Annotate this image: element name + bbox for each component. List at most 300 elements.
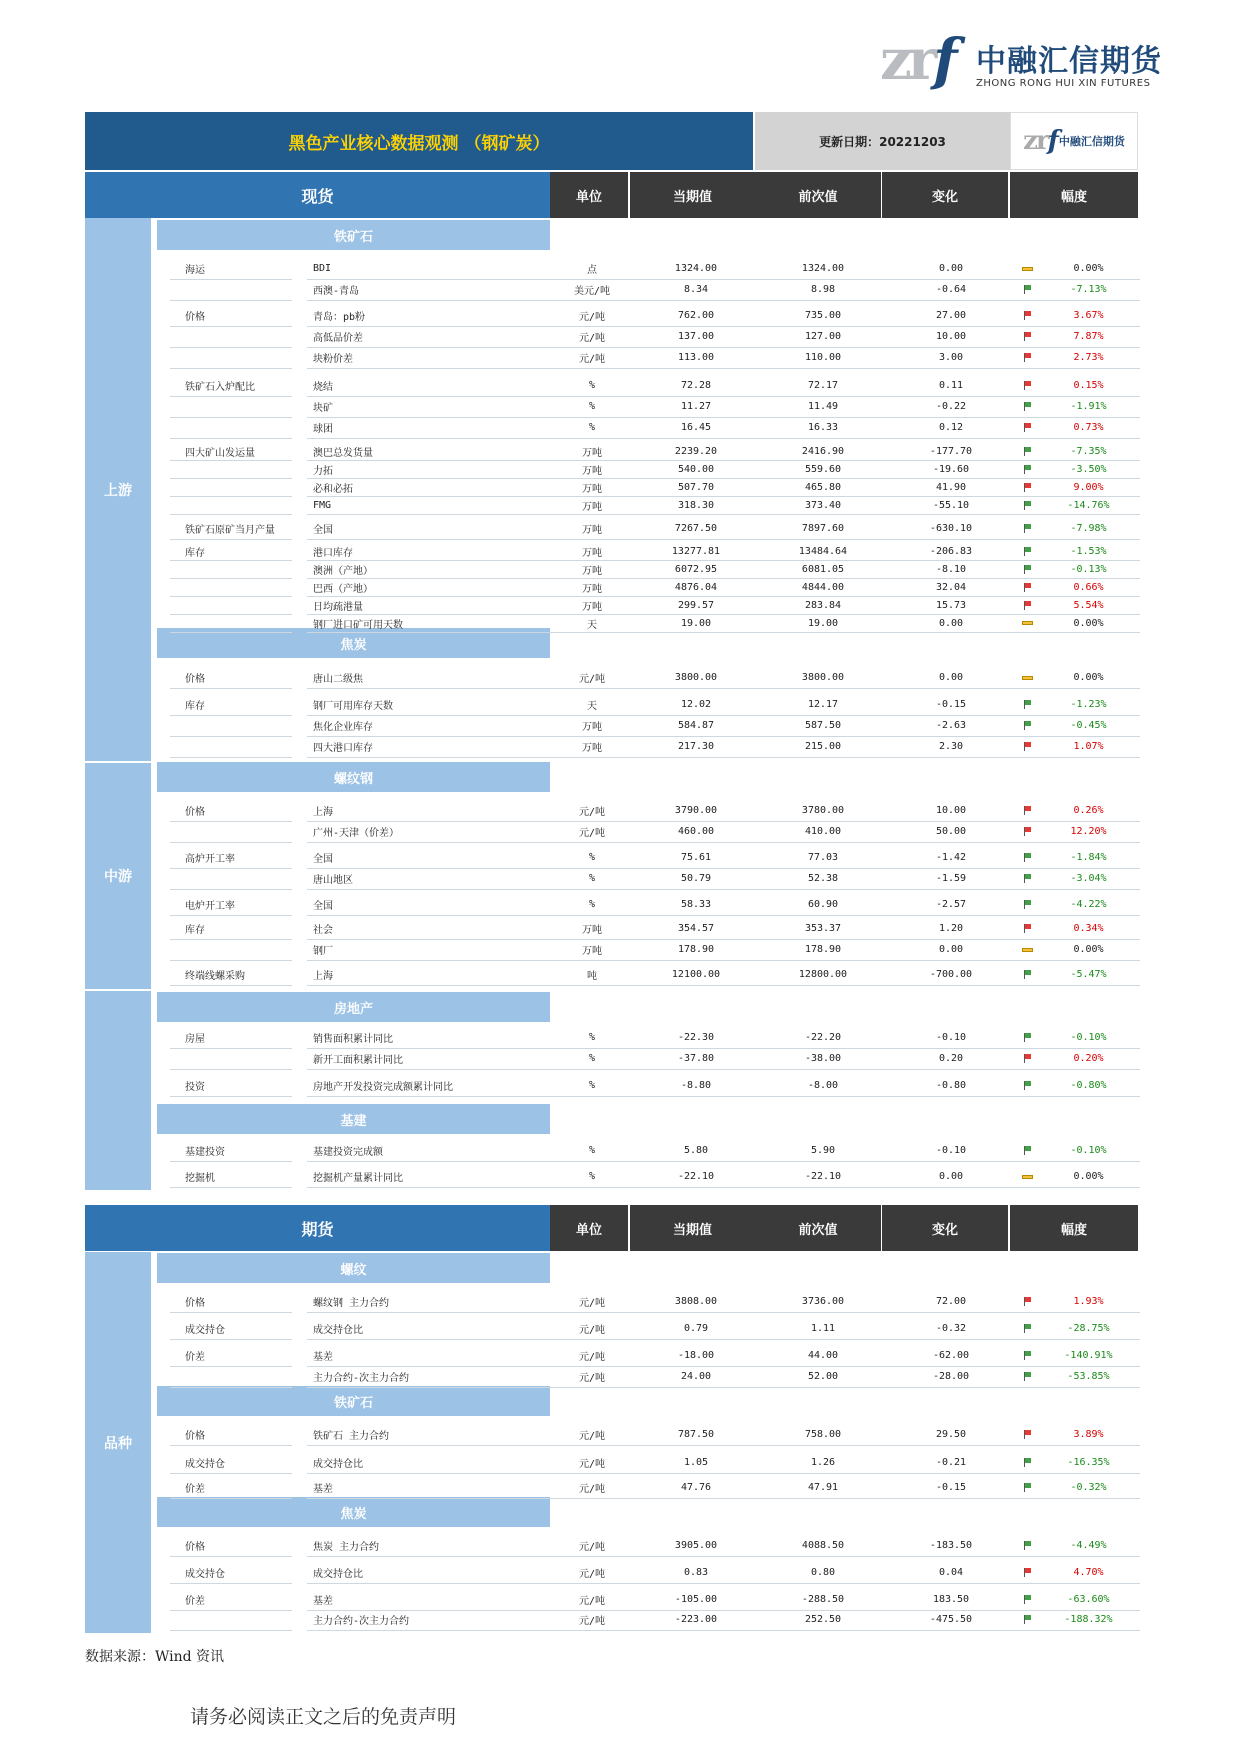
- row-label: 库存: [185, 547, 205, 559]
- category-header: 焦炭: [157, 628, 550, 658]
- change-value: 0.00: [938, 672, 964, 683]
- current-value: 5.80: [683, 1145, 709, 1156]
- table-row: [157, 1048, 1140, 1069]
- previous-value: 19.00: [807, 617, 839, 629]
- trend-flag-icon: [1017, 1027, 1037, 1048]
- change-percent: -0.45%: [1070, 720, 1107, 731]
- unit-cell: %: [588, 1032, 596, 1043]
- unit-cell: 吨: [587, 971, 597, 982]
- indicator-name: 青岛：pb粉: [313, 312, 366, 323]
- indicator-name: 基差: [313, 1596, 333, 1607]
- change-value: 32.04: [935, 581, 967, 593]
- change-percent: -28.75%: [1067, 1323, 1110, 1334]
- unit-cell: 元/吨: [578, 1459, 606, 1470]
- previous-value: 3780.00: [801, 805, 845, 816]
- change-percent: -4.49%: [1070, 1540, 1107, 1551]
- column-header-unit: 单位: [550, 1205, 628, 1251]
- current-value: 72.28: [680, 380, 712, 391]
- change-percent: -53.85%: [1067, 1371, 1110, 1382]
- trend-flag-icon: [1017, 939, 1037, 960]
- change-value: 0.04: [938, 1567, 964, 1578]
- row-divider: [307, 1312, 1140, 1313]
- change-percent: -0.10%: [1070, 1145, 1107, 1156]
- previous-value: 1.26: [810, 1457, 836, 1468]
- change-percent: 0.00%: [1073, 1171, 1104, 1182]
- row-divider: [307, 1339, 1140, 1340]
- change-value: 72.00: [935, 1296, 967, 1307]
- current-value: 58.33: [680, 899, 712, 910]
- table-row: [157, 478, 1140, 496]
- row-divider: [170, 1556, 292, 1557]
- change-percent: 9.00%: [1073, 481, 1104, 493]
- table-row: [157, 442, 1140, 460]
- change-percent: -0.80%: [1070, 1080, 1107, 1091]
- table-row: [157, 596, 1140, 614]
- change-percent: 0.15%: [1073, 380, 1104, 391]
- change-percent: -1.23%: [1070, 699, 1107, 710]
- change-value: -0.80: [935, 1080, 967, 1091]
- current-value: 762.00: [677, 310, 715, 321]
- current-value: -223.00: [674, 1614, 718, 1625]
- current-value: 540.00: [677, 463, 715, 475]
- row-divider: [170, 1312, 292, 1313]
- table-row: [157, 1589, 1140, 1610]
- current-value: -22.30: [677, 1032, 715, 1043]
- previous-value: 1.11: [810, 1323, 836, 1334]
- change-value: -0.15: [935, 1482, 967, 1493]
- change-value: -0.22: [935, 401, 967, 412]
- row-label: 挖掘机: [185, 1173, 215, 1184]
- change-percent: 7.87%: [1073, 331, 1104, 342]
- row-divider: [170, 757, 292, 758]
- change-value: 10.00: [935, 331, 967, 342]
- current-value: 507.70: [677, 481, 715, 493]
- column-header-prev: 前次值: [755, 172, 881, 218]
- indicator-name: 基建投资完成额: [313, 1147, 383, 1158]
- change-percent: 0.20%: [1073, 1053, 1104, 1064]
- table-row: [157, 1535, 1140, 1556]
- previous-value: 559.60: [804, 463, 842, 475]
- unit-cell: %: [588, 1053, 596, 1064]
- category-header: 螺纹: [157, 1253, 550, 1283]
- indicator-name: 销售面积累计同比: [313, 1034, 393, 1045]
- change-percent: -14.76%: [1067, 499, 1110, 511]
- trend-flag-icon: [1017, 258, 1037, 279]
- unit-cell: 万吨: [582, 583, 602, 595]
- current-value: 4876.04: [674, 581, 718, 593]
- previous-value: 1324.00: [801, 263, 845, 274]
- unit-cell: 元/吨: [578, 1569, 606, 1580]
- change-percent: -7.98%: [1070, 523, 1107, 534]
- current-value: 24.00: [680, 1371, 712, 1382]
- table-row: [157, 518, 1140, 539]
- current-value: 50.79: [680, 873, 712, 884]
- table-row: [157, 614, 1140, 632]
- table-row: [157, 1318, 1140, 1339]
- row-divider: [307, 688, 1140, 689]
- indicator-name: 钢厂: [313, 946, 333, 957]
- change-percent: -188.32%: [1064, 1614, 1113, 1625]
- change-value: 0.00: [938, 944, 964, 955]
- previous-value: 11.49: [807, 401, 839, 412]
- change-value: -177.70: [929, 445, 973, 457]
- change-percent: 3.89%: [1073, 1429, 1104, 1440]
- trend-flag-icon: [1017, 1291, 1037, 1312]
- table-row: [157, 417, 1140, 438]
- previous-value: 373.40: [804, 499, 842, 511]
- indicator-name: 基差: [313, 1484, 333, 1495]
- unit-cell: 元/吨: [578, 1352, 606, 1363]
- indicator-name: 唐山地区: [313, 875, 353, 886]
- trend-flag-icon: [1017, 1589, 1037, 1610]
- table-row: [157, 496, 1140, 514]
- previous-value: 465.80: [804, 481, 842, 493]
- current-value: 19.00: [680, 617, 712, 629]
- row-divider: [170, 915, 292, 916]
- row-label: 终端线螺采购: [185, 971, 245, 982]
- row-label: 价格: [185, 807, 205, 818]
- current-value: 113.00: [677, 352, 715, 363]
- unit-cell: 万吨: [582, 447, 602, 459]
- category-header: 铁矿石: [157, 220, 550, 250]
- change-value: 1.20: [938, 923, 964, 934]
- previous-value: 110.00: [804, 352, 842, 363]
- previous-value: 12800.00: [798, 969, 848, 980]
- row-divider: [170, 539, 292, 540]
- table-row: [157, 1140, 1140, 1161]
- previous-value: 3736.00: [801, 1296, 845, 1307]
- row-divider: [307, 300, 1140, 301]
- previous-value: 283.84: [804, 599, 842, 611]
- trend-flag-icon: [1017, 1562, 1037, 1583]
- indicator-name: 必和必拓: [313, 483, 353, 495]
- indicator-name: 基差: [313, 1352, 333, 1363]
- change-percent: 0.66%: [1073, 581, 1104, 593]
- trend-flag-icon: [1017, 396, 1037, 417]
- indicator-name: 成交持仓比: [313, 1325, 363, 1336]
- indicator-name: 铁矿石 主力合约: [313, 1431, 390, 1442]
- current-value: 16.45: [680, 422, 712, 433]
- indicator-name: 块矿: [313, 403, 333, 414]
- change-value: -0.10: [935, 1032, 967, 1043]
- table-row: [157, 694, 1140, 715]
- row-divider: [170, 514, 292, 515]
- row-label: 成交持仓: [185, 1459, 225, 1470]
- row-label: 成交持仓: [185, 1325, 225, 1336]
- previous-value: 16.33: [807, 422, 839, 433]
- row-divider: [307, 1583, 1140, 1584]
- previous-value: 4088.50: [801, 1540, 845, 1551]
- indicator-name: 澳巴总发货量: [313, 447, 373, 459]
- trend-flag-icon: [1017, 736, 1037, 757]
- row-divider: [307, 1445, 1140, 1446]
- indicator-name: 主力合约-次主力合约: [313, 1616, 410, 1627]
- table-row: [157, 279, 1140, 300]
- previous-value: 7897.60: [801, 523, 845, 534]
- table-row: [157, 396, 1140, 417]
- trend-flag-icon: [1017, 518, 1037, 539]
- change-percent: -0.13%: [1070, 563, 1107, 575]
- row-divider: [307, 368, 1140, 369]
- change-value: -1.42: [935, 852, 967, 863]
- row-divider: [170, 960, 292, 961]
- previous-value: 72.17: [807, 380, 839, 391]
- table-row: [157, 578, 1140, 596]
- change-value: -0.15: [935, 699, 967, 710]
- indicator-name: 新开工面积累计同比: [313, 1055, 403, 1066]
- data-source: 数据来源：Wind 资讯: [85, 1649, 225, 1665]
- change-value: 15.73: [935, 599, 967, 611]
- trend-flag-icon: [1017, 596, 1037, 614]
- previous-value: 127.00: [804, 331, 842, 342]
- row-divider: [307, 1096, 1140, 1097]
- table-row: [157, 868, 1140, 889]
- table-row: [157, 1477, 1140, 1498]
- change-value: -62.00: [932, 1350, 970, 1361]
- trend-flag-icon: [1017, 964, 1037, 985]
- indicator-name: 巴西（产地）: [313, 583, 373, 595]
- indicator-name: 唐山二级焦: [313, 674, 363, 685]
- current-value: 0.79: [683, 1323, 709, 1334]
- row-label: 价差: [185, 1352, 205, 1363]
- indicator-name: 块粉价差: [313, 354, 353, 365]
- trend-flag-icon: [1017, 375, 1037, 396]
- group-label: 中游: [85, 763, 151, 989]
- row-divider: [170, 368, 292, 369]
- row-divider: [170, 1473, 292, 1474]
- row-divider: [170, 1161, 292, 1162]
- change-percent: 0.00%: [1073, 672, 1104, 683]
- change-percent: -16.35%: [1067, 1457, 1110, 1468]
- change-percent: 0.00%: [1073, 263, 1104, 274]
- indicator-name: 全国: [313, 901, 333, 912]
- indicator-name: 烧结: [313, 382, 333, 393]
- table-row: [157, 460, 1140, 478]
- disclaimer: 请务必阅读正文之后的免责声明: [190, 1706, 457, 1728]
- unit-cell: %: [588, 1145, 596, 1156]
- logo-cn-name: 中融汇信期货: [976, 44, 1162, 79]
- row-divider: [170, 1096, 292, 1097]
- previous-value: 215.00: [804, 741, 842, 752]
- header-logo: zrf 中融汇信期货: [1010, 112, 1138, 170]
- previous-value: 758.00: [804, 1429, 842, 1440]
- column-header-pct: 幅度: [1010, 172, 1138, 218]
- change-percent: 4.70%: [1073, 1567, 1104, 1578]
- previous-value: -22.20: [804, 1032, 842, 1043]
- trend-flag-icon: [1017, 578, 1037, 596]
- current-value: 584.87: [677, 720, 715, 731]
- row-divider: [307, 842, 1140, 843]
- unit-cell: 万吨: [582, 465, 602, 477]
- previous-value: 587.50: [804, 720, 842, 731]
- change-percent: -3.04%: [1070, 873, 1107, 884]
- table-row: [157, 918, 1140, 939]
- change-value: 0.20: [938, 1053, 964, 1064]
- current-value: 178.90: [677, 944, 715, 955]
- trend-flag-icon: [1017, 821, 1037, 842]
- previous-value: 47.91: [807, 1482, 839, 1493]
- row-divider: [307, 757, 1140, 758]
- change-value: -0.64: [935, 284, 967, 295]
- row-divider: [170, 1498, 292, 1499]
- unit-cell: 元/吨: [578, 1616, 606, 1627]
- previous-value: -22.10: [804, 1171, 842, 1182]
- row-divider: [307, 1069, 1140, 1070]
- row-divider: [307, 1556, 1140, 1557]
- unit-cell: 万吨: [582, 501, 602, 513]
- column-header-chg: 变化: [882, 1205, 1008, 1251]
- unit-cell: 美元/吨: [573, 286, 611, 297]
- unit-cell: 万吨: [582, 525, 602, 536]
- change-value: -1.59: [935, 873, 967, 884]
- change-percent: 5.54%: [1073, 599, 1104, 611]
- current-value: -37.80: [677, 1053, 715, 1064]
- current-value: 75.61: [680, 852, 712, 863]
- change-value: -0.32: [935, 1323, 967, 1334]
- indicator-name: 高低品价差: [313, 333, 363, 344]
- current-value: 6072.95: [674, 563, 718, 575]
- table-row: [157, 542, 1140, 560]
- table-row: [157, 736, 1140, 757]
- indicator-name: 球团: [313, 424, 333, 435]
- category-header: 螺纹钢: [157, 762, 550, 792]
- table-row: [157, 347, 1140, 368]
- indicator-name: 上海: [313, 971, 333, 982]
- group-label: 上游: [85, 218, 151, 761]
- row-divider: [170, 842, 292, 843]
- category-header: 铁矿石: [157, 1386, 550, 1416]
- trend-flag-icon: [1017, 1477, 1037, 1498]
- current-value: 0.83: [683, 1567, 709, 1578]
- previous-value: -38.00: [804, 1053, 842, 1064]
- row-divider: [170, 1339, 292, 1340]
- row-divider: [307, 632, 1140, 633]
- current-value: 3905.00: [674, 1540, 718, 1551]
- row-divider: [307, 1630, 1140, 1631]
- trend-flag-icon: [1017, 417, 1037, 438]
- row-label: 电炉开工率: [185, 901, 235, 912]
- table-row: [157, 715, 1140, 736]
- row-divider: [307, 1473, 1140, 1474]
- change-percent: -4.22%: [1070, 899, 1107, 910]
- trend-flag-icon: [1017, 326, 1037, 347]
- table-row: [157, 305, 1140, 326]
- row-divider: [307, 985, 1140, 986]
- indicator-name: 全国: [313, 525, 333, 536]
- row-divider: [307, 1387, 1140, 1388]
- column-header-cur: 当期值: [630, 1205, 755, 1251]
- row-label: 高炉开工率: [185, 854, 235, 865]
- change-value: 10.00: [935, 805, 967, 816]
- category-header: 焦炭: [157, 1497, 550, 1527]
- previous-value: 353.37: [804, 923, 842, 934]
- row-label: 库存: [185, 701, 205, 712]
- unit-cell: 万吨: [582, 565, 602, 577]
- change-percent: -140.91%: [1064, 1350, 1113, 1361]
- table-row: [157, 1027, 1140, 1048]
- row-label: 价格: [185, 312, 205, 323]
- indicator-name: 挖掘机产量累计同比: [313, 1173, 403, 1184]
- trend-flag-icon: [1017, 694, 1037, 715]
- row-divider: [307, 438, 1140, 439]
- change-percent: -7.13%: [1070, 284, 1107, 295]
- indicator-name: 上海: [313, 807, 333, 818]
- indicator-name: 主力合约-次主力合约: [313, 1373, 410, 1384]
- indicator-name: 焦化企业库存: [313, 722, 373, 733]
- previous-value: 6081.05: [801, 563, 845, 575]
- table-row: [157, 326, 1140, 347]
- table-row: [157, 1562, 1140, 1583]
- category-header: 基建: [157, 1104, 550, 1134]
- indicator-name: 四大港口库存: [313, 743, 373, 754]
- table-row: [157, 1345, 1140, 1366]
- unit-cell: 元/吨: [578, 312, 606, 323]
- change-value: -55.10: [932, 499, 970, 511]
- row-divider: [170, 300, 292, 301]
- change-percent: 1.07%: [1073, 741, 1104, 752]
- previous-value: -8.00: [807, 1080, 839, 1091]
- trend-flag-icon: [1017, 868, 1037, 889]
- row-divider: [170, 438, 292, 439]
- unit-cell: 元/吨: [578, 1431, 606, 1442]
- unit-cell: %: [588, 873, 596, 884]
- unit-cell: 万吨: [582, 946, 602, 957]
- current-value: 3790.00: [674, 805, 718, 816]
- change-value: -2.63: [935, 720, 967, 731]
- current-value: 11.27: [680, 401, 712, 412]
- table-row: [157, 560, 1140, 578]
- previous-value: 52.00: [807, 1371, 839, 1382]
- indicator-name: 钢厂可用库存天数: [313, 701, 393, 712]
- trend-flag-icon: [1017, 1452, 1037, 1473]
- row-divider: [307, 514, 1140, 515]
- indicator-name: 全国: [313, 854, 333, 865]
- indicator-name: 澳洲（产地）: [313, 565, 373, 577]
- change-percent: 0.34%: [1073, 923, 1104, 934]
- current-value: 12100.00: [671, 969, 721, 980]
- column-header-pct: 幅度: [1010, 1205, 1138, 1251]
- table-row: [157, 1452, 1140, 1473]
- current-value: 1.05: [683, 1457, 709, 1468]
- change-value: 2.30: [938, 741, 964, 752]
- table-row: [157, 1291, 1140, 1312]
- row-label: 海运: [185, 265, 205, 276]
- trend-flag-icon: [1017, 667, 1037, 688]
- unit-cell: 元/吨: [578, 333, 606, 344]
- row-divider: [170, 1630, 292, 1631]
- trend-flag-icon: [1017, 847, 1037, 868]
- column-header-prev: 前次值: [755, 1205, 881, 1251]
- section-header: 现货: [85, 172, 550, 218]
- previous-value: 60.90: [807, 899, 839, 910]
- current-value: 318.30: [677, 499, 715, 511]
- trend-flag-icon: [1017, 918, 1037, 939]
- trend-flag-icon: [1017, 1366, 1037, 1387]
- current-value: -22.10: [677, 1171, 715, 1182]
- previous-value: 178.90: [804, 944, 842, 955]
- change-percent: -1.84%: [1070, 852, 1107, 863]
- table-row: [157, 847, 1140, 868]
- row-divider: [170, 985, 292, 986]
- change-value: 29.50: [935, 1429, 967, 1440]
- table-row: [157, 894, 1140, 915]
- current-value: 47.76: [680, 1482, 712, 1493]
- previous-value: 13484.64: [798, 545, 848, 557]
- current-value: 1324.00: [674, 263, 718, 274]
- trend-flag-icon: [1017, 1075, 1037, 1096]
- change-value: 0.00: [938, 1171, 964, 1182]
- table-row: [157, 964, 1140, 985]
